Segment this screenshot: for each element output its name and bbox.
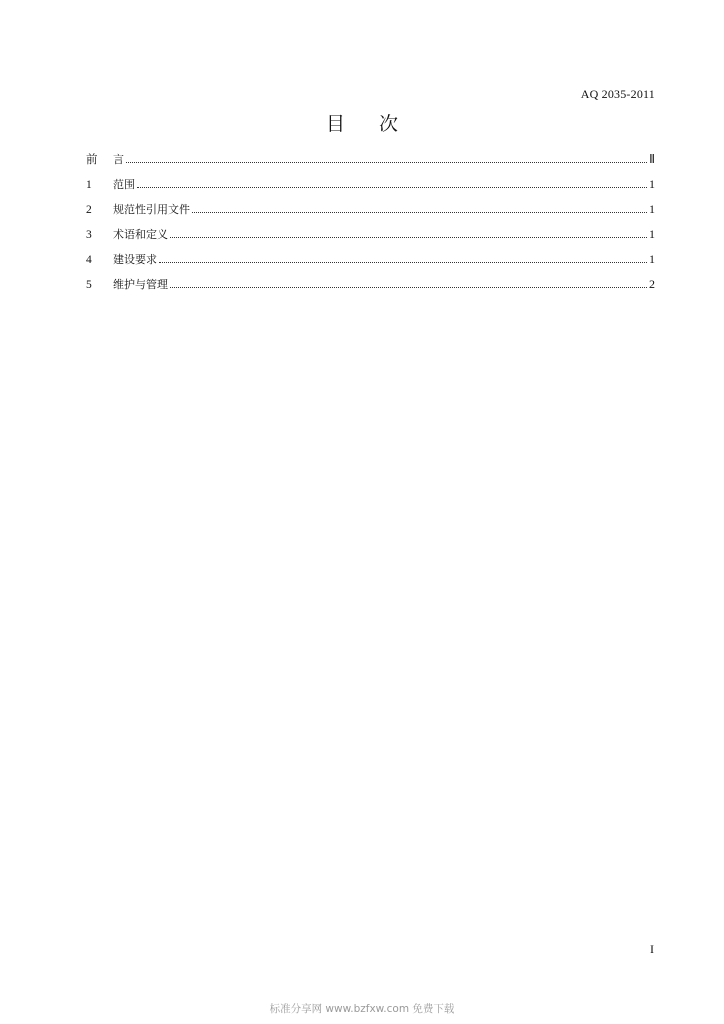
toc-entry-terms-definitions[interactable]	[86, 226, 655, 251]
toc-entry-page: 1	[649, 202, 655, 216]
toc-leader-dots	[159, 261, 647, 263]
toc-entry-construction-requirements[interactable]	[86, 251, 655, 276]
toc-leader-dots	[170, 236, 647, 238]
toc-entry-page: Ⅱ	[649, 152, 655, 166]
watermark: 标准分享网 www.bzfxw.com 免费下载	[269, 1003, 455, 1015]
toc-entry-page: 2	[649, 277, 655, 291]
toc-entry-normative-references[interactable]	[86, 201, 655, 226]
toc-entry-label: 范围	[113, 178, 135, 191]
toc-entry-label: 规范性引用文件	[113, 203, 190, 216]
toc-entry-page: 1	[649, 227, 655, 241]
page-title: 目 次	[325, 113, 413, 135]
toc-leader-dots	[137, 186, 647, 188]
toc-leader-dots	[192, 211, 647, 213]
toc-leader-dots	[170, 286, 647, 288]
toc-entry-number: 3	[86, 229, 92, 241]
toc-entry-label: 言	[113, 153, 124, 166]
toc-entry-label: 维护与管理	[113, 278, 168, 291]
toc-entry-label: 建设要求	[113, 253, 157, 266]
toc-entry-number: 5	[86, 279, 92, 291]
toc-leader-dots	[126, 161, 647, 163]
toc-entry-foreword[interactable]	[86, 151, 655, 176]
toc-entry-scope[interactable]	[86, 176, 655, 201]
toc-entry-number: 2	[86, 204, 92, 216]
toc-entry-page: 1	[649, 177, 655, 191]
page-number: I	[650, 942, 654, 956]
toc-entry-label: 术语和定义	[113, 228, 168, 241]
toc-entry-number: 前	[86, 154, 98, 166]
table-of-contents	[86, 151, 655, 301]
toc-entry-page: 1	[649, 252, 655, 266]
toc-entry-maintenance-management[interactable]	[86, 276, 655, 301]
toc-entry-number: 4	[86, 254, 92, 266]
toc-entry-number: 1	[86, 179, 92, 191]
standard-code: AQ 2035-2011	[580, 87, 655, 101]
